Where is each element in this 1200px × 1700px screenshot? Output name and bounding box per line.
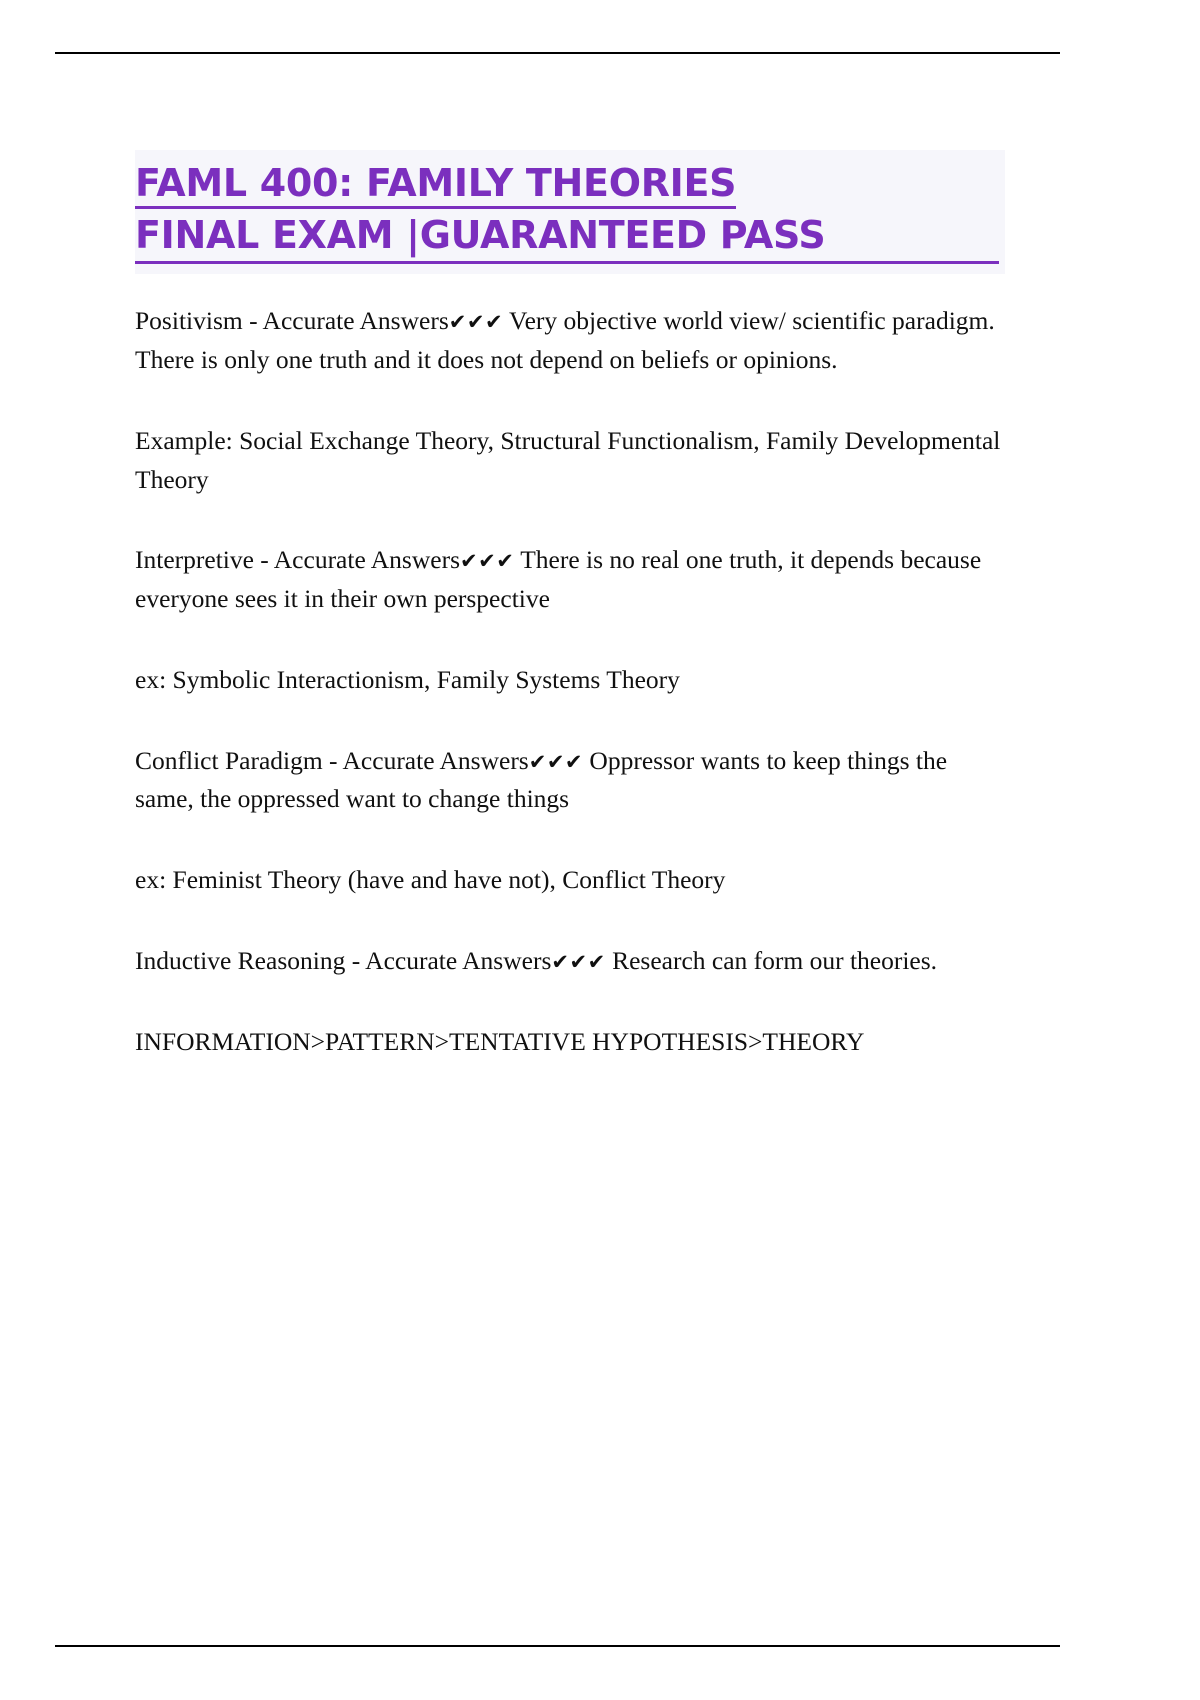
answer-text: ex: Feminist Theory (have and have not), Conflict Theory [135, 865, 726, 895]
check-marks-icon: ✔✔✔ [448, 310, 504, 335]
term-label: Interpretive - Accurate Answers [135, 545, 460, 575]
check-marks-icon: ✔✔✔ [551, 949, 606, 974]
term-label: Conflict Paradigm - Accurate Answers [135, 745, 529, 775]
answer-text: There is no real one truth, it depends because everyone sees it in their own perspective [135, 545, 982, 614]
answer-text: Very objective world view/ scientific paradigm. There is only one truth and it does not depend on beliefs or opinions. [135, 306, 995, 375]
check-marks-icon: ✔✔✔ [528, 749, 584, 774]
page-title-line-2: FINAL EXAM |GUARANTEED PASS [135, 210, 999, 264]
paragraph-inductive-chain [135, 1023, 1005, 1062]
answer-text: INFORMATION>PATTERN>TENTATIVE HYPOTHESIS>THEORY [135, 1026, 865, 1056]
paragraph-conflict-examples [135, 861, 1005, 900]
answer-text: Oppressor wants to keep things the same, the oppressed want to change things [135, 745, 948, 814]
document-body [135, 150, 1005, 1061]
paragraph-positivism-examples [135, 422, 1005, 500]
paragraph-interpretive-examples [135, 661, 1005, 700]
footer-divider [55, 1645, 1060, 1647]
page-title-line-1: FAML 400: FAMILY THEORIES [135, 161, 736, 209]
answer-text: ex: Symbolic Interactionism, Family Systems Theory [135, 664, 680, 694]
check-marks-icon: ✔✔✔ [460, 549, 515, 574]
paragraph-inductive-reasoning [135, 942, 1005, 981]
paragraph-interpretive [135, 541, 1005, 619]
paragraph-conflict-paradigm [135, 742, 1005, 820]
term-label: Positivism - Accurate Answers [135, 306, 449, 336]
term-label: Inductive Reasoning - Accurate Answers [135, 945, 552, 975]
answer-text: Research can form our theories. [605, 945, 938, 975]
header-divider [55, 52, 1060, 54]
page-title [135, 150, 1005, 274]
paragraph-positivism [135, 302, 1005, 380]
answer-text: Example: Social Exchange Theory, Structural Functionalism, Family Developmental Theory [135, 425, 1001, 494]
